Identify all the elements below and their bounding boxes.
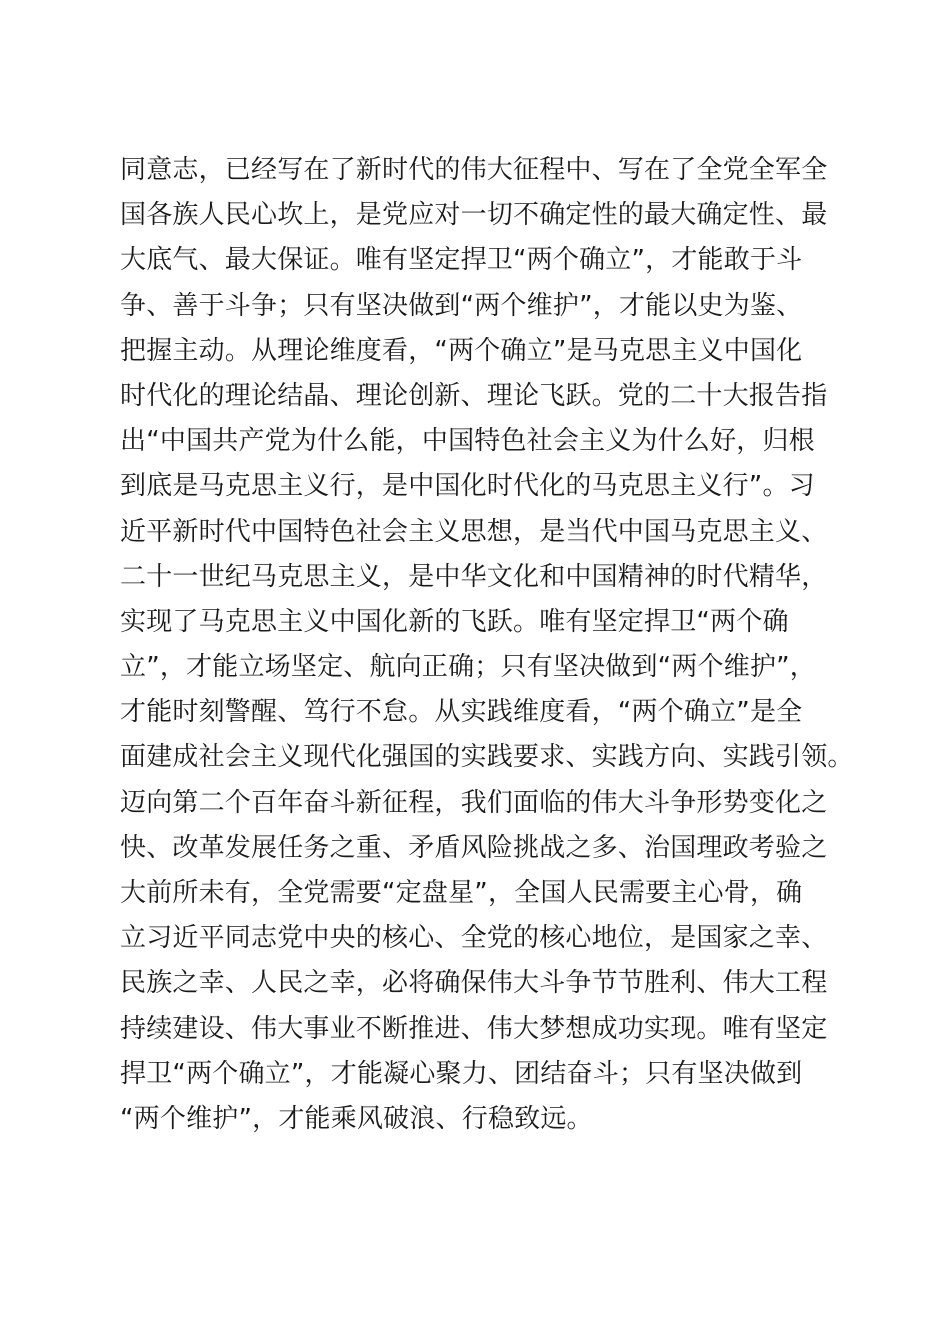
text-line: 大前所未有，全党需要“定盘星”，全国人民需要主心骨，确 <box>120 878 803 908</box>
text-line: 持续建设、伟大事业不断推进、伟大梦想成功实现。唯有坚定 <box>120 1013 828 1044</box>
text-line: 实现了马克思主义中国化新的飞跃。唯有坚定捍卫“两个确 <box>120 606 789 637</box>
text-line: 大底气、最大保证。唯有坚定捍卫“两个确立”，才能敢于斗 <box>120 245 803 276</box>
text-line: 迈向第二个百年奋斗新征程，我们面临的伟大斗争形势变化之 <box>120 787 828 818</box>
text-line: 立习近平同志党中央的核心、全党的核心地位，是国家之幸、 <box>120 923 828 954</box>
text-line: 民族之幸、人民之幸，必将确保伟大斗争节节胜利、伟大工程 <box>120 968 828 999</box>
text-line: “两个维护”，才能乘风破浪、行稳致远。 <box>120 1103 593 1134</box>
text-line: 时代化的理论结晶、理论创新、理论飞跃。党的二十大报告指 <box>120 380 828 411</box>
text-line: 到底是马克思主义行，是中国化时代化的马克思主义行”。习 <box>120 471 815 502</box>
text-line: 争、善于斗争；只有坚决做到“两个维护”，才能以史为鉴、 <box>120 290 803 321</box>
text-line: 捍卫“两个确立”，才能凝心聚力、团结奋斗；只有坚决做到 <box>120 1058 803 1089</box>
text-line: 立”，才能立场坚定、航向正确；只有坚决做到“两个维护”， <box>120 652 817 683</box>
text-line: 二十一世纪马克思主义，是中华文化和中国精神的时代精华， <box>120 561 828 592</box>
text-line: 近平新时代中国特色社会主义思想，是当代中国马克思主义、 <box>120 516 828 547</box>
text-line: 快、改革发展任务之重、矛盾风险挑战之多、治国理政考验之 <box>120 832 828 863</box>
body-text <box>120 148 854 1142</box>
text-line: 才能时刻警醒、笃行不怠。从实践维度看，“两个确立”是全 <box>120 697 803 728</box>
text-line: 同意志，已经写在了新时代的伟大征程中、写在了全党全军全 <box>120 155 828 185</box>
text-line: 把握主动。从理论维度看，“两个确立”是马克思主义中国化 <box>120 335 803 366</box>
text-line: 面建成社会主义现代化强国的实践要求、实践方向、实践引领。 <box>120 742 854 773</box>
text-line: 国各族人民心坎上，是党应对一切不确定性的最大确定性、最 <box>120 200 828 231</box>
text-line: 出“中国共产党为什么能，中国特色社会主义为什么好，归根 <box>120 426 815 457</box>
